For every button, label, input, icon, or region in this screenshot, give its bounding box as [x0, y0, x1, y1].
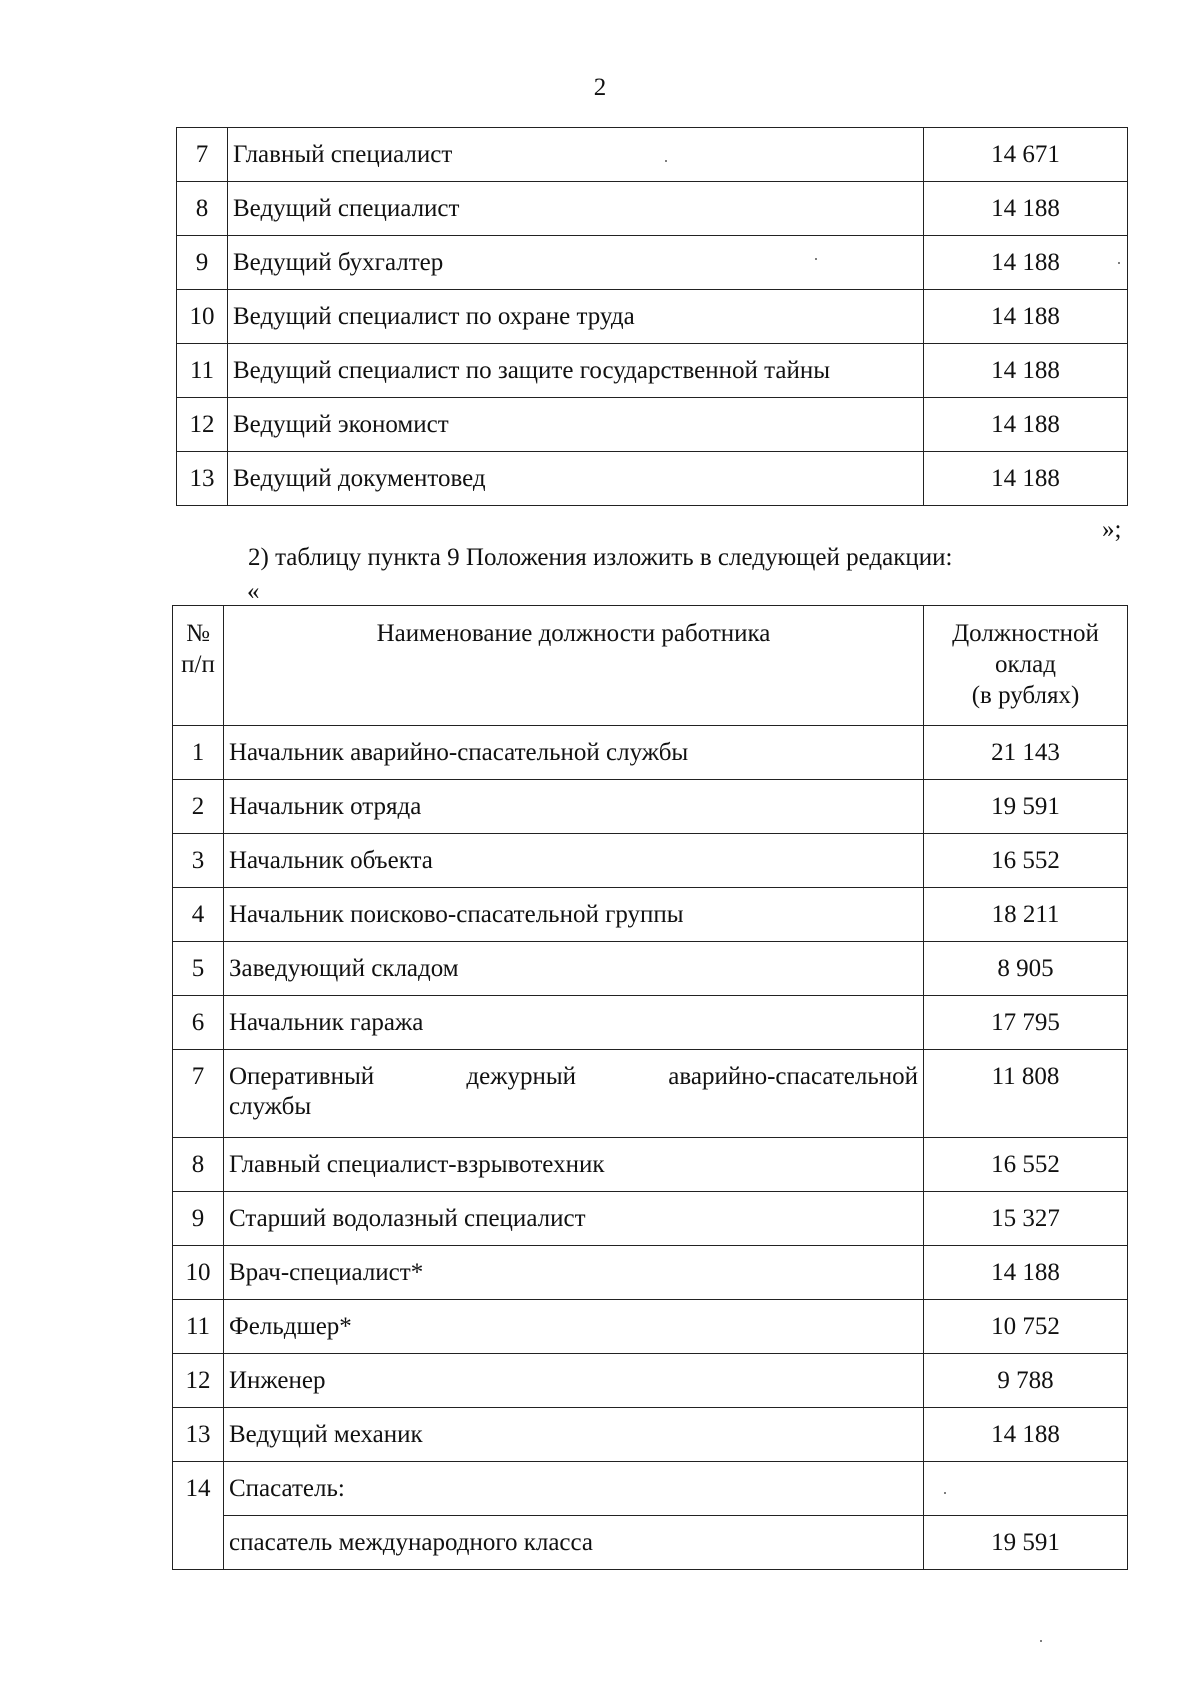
row-number: 10 [177, 290, 228, 344]
header-salary-cell [924, 606, 1128, 726]
table-row [173, 1050, 1128, 1138]
opening-quote: « [247, 578, 260, 605]
amendment-paragraph: 2) таблицу пункта 9 Положения изложить в следующей редакции: [248, 544, 953, 571]
row-number: 14 [173, 1462, 224, 1516]
row-number: 7 [177, 128, 228, 182]
table-row [173, 726, 1128, 780]
position-name: спасатель международного класса [224, 1516, 924, 1570]
row-number: 8 [173, 1138, 224, 1192]
row-number: 12 [177, 398, 228, 452]
table-row [173, 1138, 1128, 1192]
table-row [177, 128, 1128, 182]
row-number: 9 [173, 1192, 224, 1246]
salary-value: 14 188 [924, 236, 1128, 290]
table-row [173, 1516, 1128, 1570]
salary-value: 14 188 [924, 398, 1128, 452]
header-salary-line: (в рублях) [971, 682, 1080, 709]
header-number-sign: № [186, 620, 210, 647]
position-name: Ведущий специалист [228, 182, 924, 236]
salary-value: 8 905 [924, 942, 1128, 996]
salary-value: 14 188 [924, 182, 1128, 236]
row-number: 12 [173, 1354, 224, 1408]
table-row [173, 1300, 1128, 1354]
table-row [177, 398, 1128, 452]
table-row [173, 780, 1128, 834]
row-number: 11 [173, 1300, 224, 1354]
table-row [173, 1192, 1128, 1246]
continued-table-body [177, 128, 1128, 506]
table-row [177, 290, 1128, 344]
position-name-line: службы [229, 1093, 312, 1120]
table-row [173, 834, 1128, 888]
header-number-cell [173, 606, 224, 726]
position-name: Ведущий бухгалтер [228, 236, 924, 290]
row-number: 7 [173, 1050, 224, 1138]
table-row [173, 942, 1128, 996]
table-row [177, 236, 1128, 290]
salary-value: 21 143 [924, 726, 1128, 780]
salary-value: 17 795 [924, 996, 1128, 1050]
closing-quote: »; [1102, 516, 1122, 543]
position-name: Инженер [224, 1354, 924, 1408]
table-header [173, 606, 1128, 726]
scan-speck [944, 1492, 946, 1494]
position-name: Начальник поисково-спасательной группы [224, 888, 924, 942]
position-name: Спасатель: [224, 1462, 924, 1516]
salary-value: 19 591 [924, 1516, 1128, 1570]
table-row [173, 1462, 1128, 1516]
scan-speck [1040, 1640, 1042, 1642]
row-number: 13 [173, 1408, 224, 1462]
position-name: Начальник гаража [224, 996, 924, 1050]
salary-value: 18 211 [924, 888, 1128, 942]
scan-speck [665, 160, 667, 162]
salary-value: 19 591 [924, 780, 1128, 834]
scan-speck [815, 258, 817, 260]
salary-value: 14 188 [924, 452, 1128, 506]
table-row [177, 182, 1128, 236]
header-salary-line: Должностной [952, 620, 1099, 647]
position-name: Начальник аварийно-спасательной службы [224, 726, 924, 780]
row-number: 5 [173, 942, 224, 996]
table-row [177, 452, 1128, 506]
salary-value [924, 1462, 1128, 1516]
row-number: 1 [173, 726, 224, 780]
row-number [173, 1516, 224, 1570]
row-number: 4 [173, 888, 224, 942]
row-number: 3 [173, 834, 224, 888]
position-name: Старший водолазный специалист [224, 1192, 924, 1246]
position-name: Ведущий документовед [228, 452, 924, 506]
table-row [173, 1408, 1128, 1462]
salary-value: 14 671 [924, 128, 1128, 182]
position-name: Заведующий складом [224, 942, 924, 996]
table-row [173, 1354, 1128, 1408]
position-name: Ведущий специалист по охране труда [228, 290, 924, 344]
salary-value: 15 327 [924, 1192, 1128, 1246]
salary-value: 14 188 [924, 290, 1128, 344]
row-number: 13 [177, 452, 228, 506]
position-name: Начальник объекта [224, 834, 924, 888]
salary-value: 10 752 [924, 1300, 1128, 1354]
position-name: Ведущий специалист по защите государственной тайны [228, 344, 924, 398]
scan-speck [1118, 262, 1120, 264]
position-name [224, 1050, 924, 1138]
position-name: Главный специалист-взрывотехник [224, 1138, 924, 1192]
salary-value: 9 788 [924, 1354, 1128, 1408]
salary-value: 14 188 [924, 1408, 1128, 1462]
row-number: 10 [173, 1246, 224, 1300]
header-position: Наименование должности работника [224, 606, 924, 726]
page-number: 2 [593, 74, 607, 101]
position-name-line: Оперативный дежурный аварийно-спасательной [229, 1063, 918, 1090]
salary-value: 16 552 [924, 1138, 1128, 1192]
table-row [177, 344, 1128, 398]
table-row [173, 996, 1128, 1050]
position-name: Главный специалист [228, 128, 924, 182]
position-name: Ведущий экономист [228, 398, 924, 452]
salary-value: 16 552 [924, 834, 1128, 888]
salary-value: 11 808 [924, 1050, 1128, 1138]
header-salary-line: оклад [995, 651, 1056, 678]
table-row [173, 1246, 1128, 1300]
position-name: Врач-специалист* [224, 1246, 924, 1300]
salary-value: 14 188 [924, 344, 1128, 398]
table-body [173, 726, 1128, 1570]
row-number: 11 [177, 344, 228, 398]
position-name: Ведущий механик [224, 1408, 924, 1462]
header-row [173, 606, 1128, 726]
position-name: Начальник отряда [224, 780, 924, 834]
position-name: Фельдшер* [224, 1300, 924, 1354]
row-number: 9 [177, 236, 228, 290]
continued-salary-table [176, 127, 1128, 506]
salary-value: 14 188 [924, 1246, 1128, 1300]
row-number: 8 [177, 182, 228, 236]
salary-table-item-9 [172, 605, 1128, 1570]
header-number-abbrev: п/п [181, 651, 215, 678]
row-number: 2 [173, 780, 224, 834]
row-number: 6 [173, 996, 224, 1050]
table-row [173, 888, 1128, 942]
